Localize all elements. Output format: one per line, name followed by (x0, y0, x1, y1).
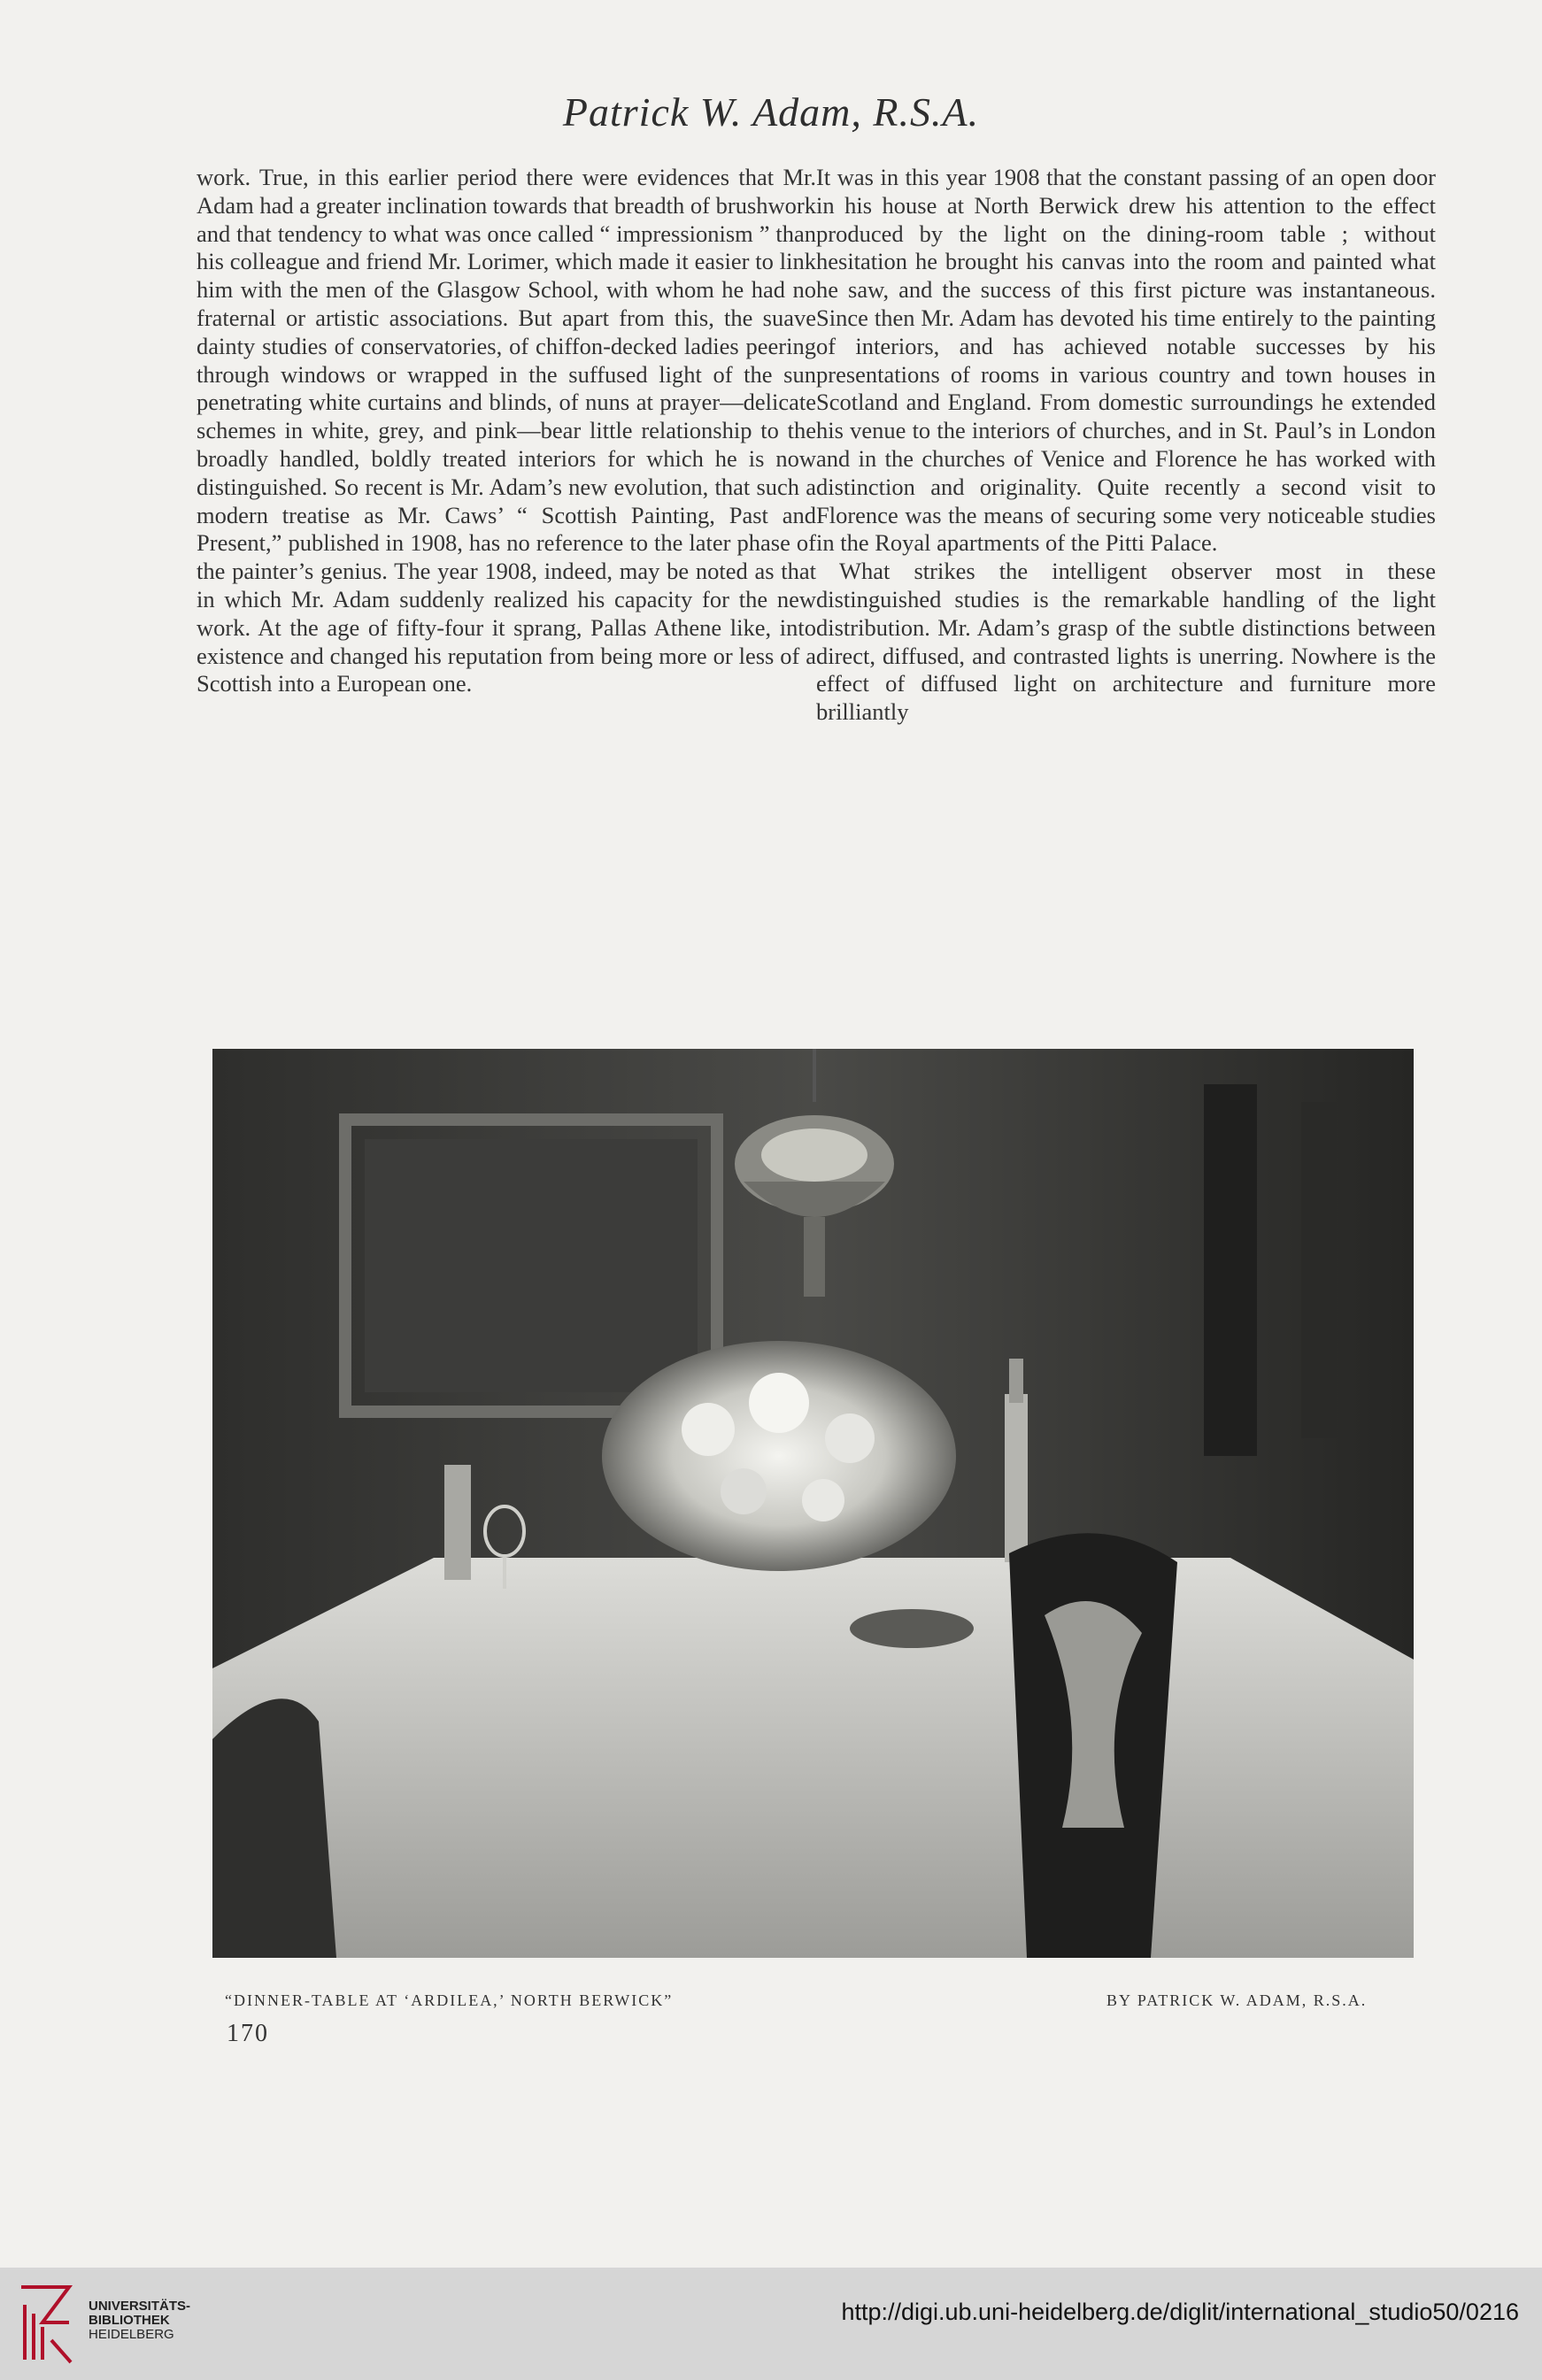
running-header: Patrick W. Adam, R.S.A. (562, 89, 980, 135)
library-name (89, 2299, 190, 2342)
source-url[interactable]: http://digi.ub.uni-heidelberg.de/diglit/international_studio50/0216 (841, 2299, 1519, 2325)
painting-plate (212, 1049, 1414, 1958)
text-column-left (197, 164, 816, 698)
paragraph: What strikes the intelligent observer most in these distinguished studies is the remarkable handling of the light distribution. Mr. Adam’s grasp of the subtle distinctions between direct, diffused, and contrasted lights is unerring. Nowhere is the effect of diffused light on architecture and furniture more brilliantly (816, 558, 1436, 726)
plate-caption-credit: BY PATRICK W. ADAM, R.S.A. (1106, 1991, 1368, 2009)
library-name-line: HEIDELBERG (89, 2327, 174, 2342)
library-name-line: UNIVERSITÄTS- (89, 2299, 191, 2314)
paragraph: work. True, in this earlier period there were evidences that Mr. Adam had a greater inclination towards that breadth of brushwork and that tendency to what was once called “ impressionism ” than his colleague and friend Mr. Lorimer, which made it easier to link him with the men of the Glasgow School, with whom he had no fraternal or artistic associations. But apart from this, the suave dainty studies of conservatories, of chiffon-decked ladies peering through windows or wrapped in the suffused light of the sun penetrating white curtains and blinds, of nuns at prayer—delicate schemes in white, grey, and pink—bear little relationship to the broadly handled, boldly treated interiors for which he is now distinguished. So recent is Mr. Adam’s new evolution, that such a modern treatise as Mr. Caws’ “ Scottish Painting, Past and Present,” published in 1908, has no reference to the later phase of the painter’s genius. The year 1908, indeed, may be noted as that in which Mr. Adam suddenly realized his capacity for the new work. At the age of fifty-four it sprang, Pallas Athene like, into existence and changed his reputation from being more or less of a Scottish into a European one. (197, 164, 816, 697)
library-name-line: BIBLIOTHEK (89, 2313, 170, 2328)
page-number: 170 (227, 2020, 269, 2047)
paragraph: It was in this year 1908 that the constant passing of an open door in his house at North Berwick drew his attention to the effect produced by the light on the dining-room table ; without hesitation he brought his canvas into the room and painted what he saw, and the success of this first picture was instantaneous. Since then Mr. Adam has devoted his time entirely to the painting of interiors, and has achieved notable successes by his presentations of rooms in various country and town houses in Scotland and England. From domestic surroundings he extended his venue to the interiors of churches, and in St. Paul’s in London and in the churches of Venice and Florence he has worked with distinction and originality. Quite recently a second visit to Florence was the means of securing some very noticeable studies in the Royal apartments of the Pitti Palace. (816, 164, 1436, 557)
dinner-table-painting (212, 1049, 1414, 1958)
text-column-right (816, 164, 1436, 727)
plate-caption-title: “DINNER-TABLE AT ‘ARDILEA,’ NORTH BERWICK” (225, 1991, 674, 2009)
digitization-footer (0, 2268, 1542, 2380)
library-logo-icon (16, 2278, 80, 2367)
